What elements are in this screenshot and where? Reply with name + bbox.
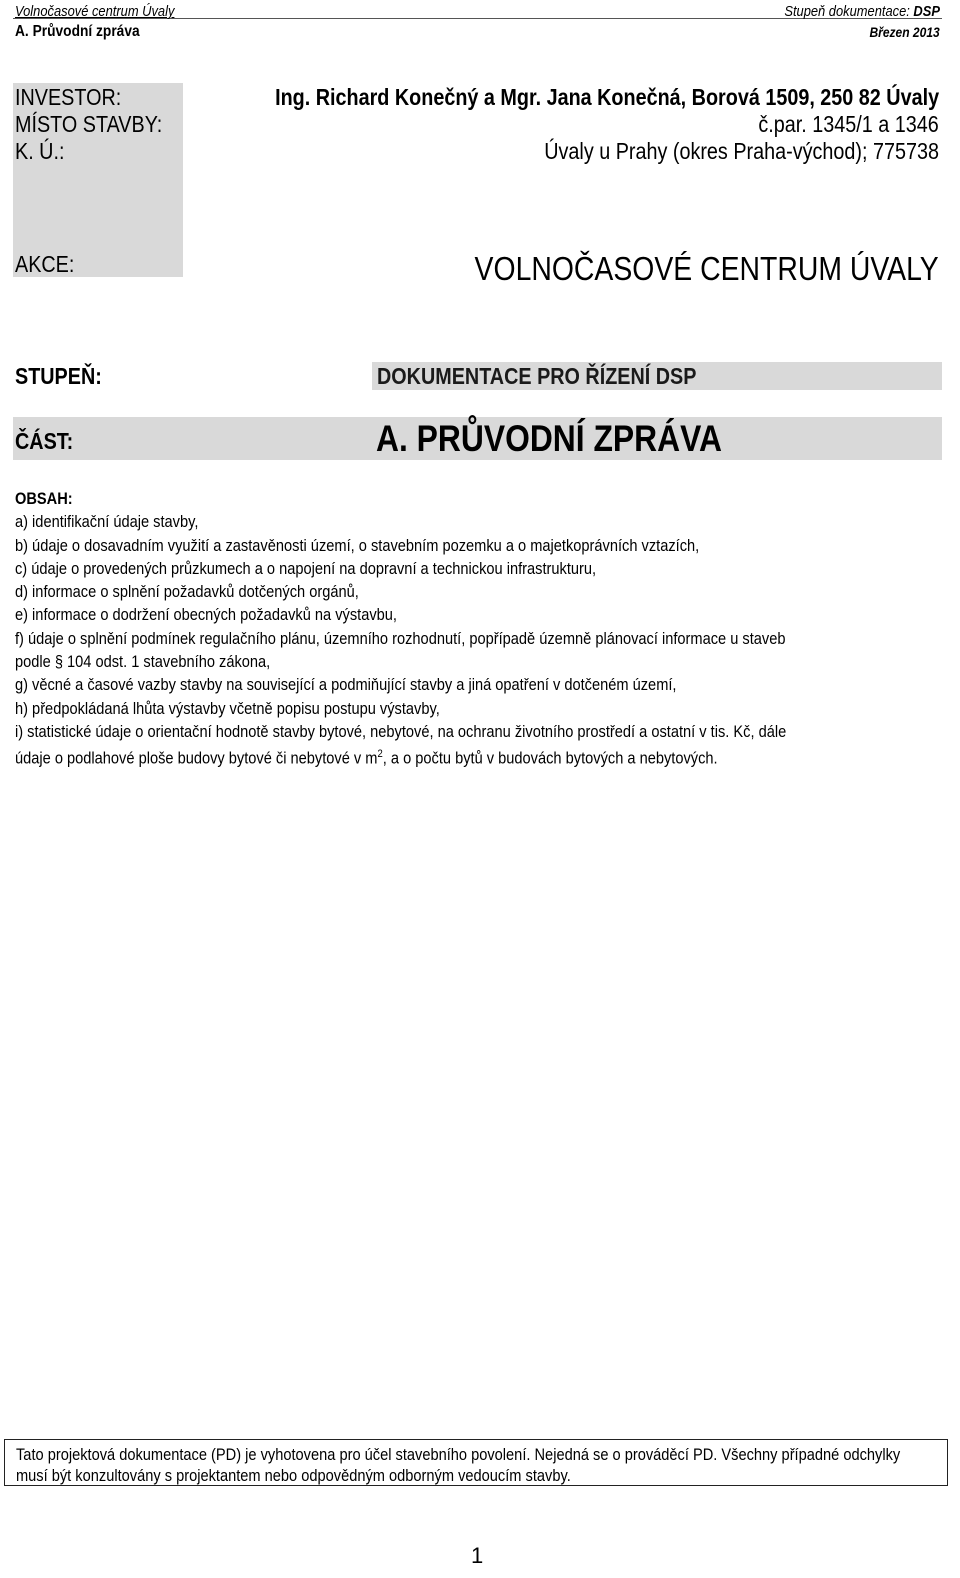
notice-text	[16, 1444, 900, 1486]
stage-label: STUPEŇ:	[15, 363, 102, 389]
list-item: e) informace o dodržení obecných požadavků na výstavbu,	[15, 605, 397, 625]
list-item: b) údaje o dosavadním využití a zastavěnosti území, o stavebním pozemku a o majetkoprávních vztazích,	[15, 535, 700, 555]
header-project: Volnočasové centrum Úvaly	[15, 3, 175, 20]
notice-box	[4, 1439, 948, 1486]
list-item: podle § 104 odst. 1 stavebního zákona,	[15, 652, 271, 672]
notice-line: musí být konzultovány s projektantem nebo odpovědným odborným vedoucím stavby.	[16, 1466, 571, 1485]
list-item	[15, 743, 786, 770]
site-label: MÍSTO STAVBY:	[15, 111, 163, 137]
list-item: c) údaje o provedených průzkumech a o napojení na dopravní a technickou infrastrukturu,	[15, 558, 597, 578]
action-label: AKCE:	[15, 251, 75, 277]
list-item: a) identifikační údaje stavby,	[15, 512, 199, 532]
list-item: i) statistické údaje o orientační hodnotě stavby bytové, nebytové, na ochranu životního prostředí a ostatní v tis. Kč, dále	[15, 721, 787, 741]
header-section: A. Průvodní zpráva	[15, 23, 140, 40]
list-item: f) údaje o splnění podmínek regulačního plánu, územního rozhodnutí, popřípadě územně plánovací informace u staveb	[15, 628, 786, 648]
superscript: 2	[377, 748, 383, 761]
ku-value: Úvaly u Prahy (okres Praha-východ); 775738	[544, 138, 939, 164]
site-value: č.par. 1345/1 a 1346	[758, 111, 939, 137]
header-date: Březen 2013	[869, 24, 940, 40]
part-label: ČÁST:	[15, 428, 74, 454]
ku-label: K. Ú.:	[15, 138, 65, 164]
header-stage-prefix: Stupeň dokumentace:	[784, 3, 914, 20]
part-value: A. PRŮVODNÍ ZPRÁVA	[376, 418, 722, 459]
list-item: d) informace o splnění požadavků dotčených orgánů,	[15, 582, 359, 602]
list-item: h) předpokládaná lhůta výstavby včetně popisu postupu výstavby,	[15, 698, 440, 718]
list-item: g) věcné a časové vazby stavby na související a podmiňující stavby a jiná opatření v dotčeném území,	[15, 675, 677, 695]
header-stage	[784, 3, 940, 20]
investor-value: Ing. Richard Konečný a Mgr. Jana Konečná, Borová 1509, 250 82 Úvaly	[274, 84, 939, 110]
contents-title: OBSAH:	[15, 489, 73, 508]
notice-line: Tato projektová dokumentace (PD) je vyhotovena pro účel stavebního povolení. Nejedná se o prováděcí PD. Všechny případné odchylky	[16, 1445, 901, 1464]
list-item-text: , a o počtu bytů v budovách bytových a nebytových.	[382, 748, 718, 768]
page-number: 1	[471, 1543, 484, 1568]
action-value: VOLNOČASOVÉ CENTRUM ÚVALY	[474, 250, 939, 287]
list-item-text: údaje o podlahové ploše budovy bytové či nebytové v m	[15, 748, 378, 768]
stage-doc: DOKUMENTACE PRO ŘÍZENÍ DSP	[377, 363, 697, 389]
investor-label: INVESTOR:	[15, 84, 122, 110]
contents-list	[15, 487, 786, 770]
header-stage-value: DSP	[913, 3, 940, 20]
